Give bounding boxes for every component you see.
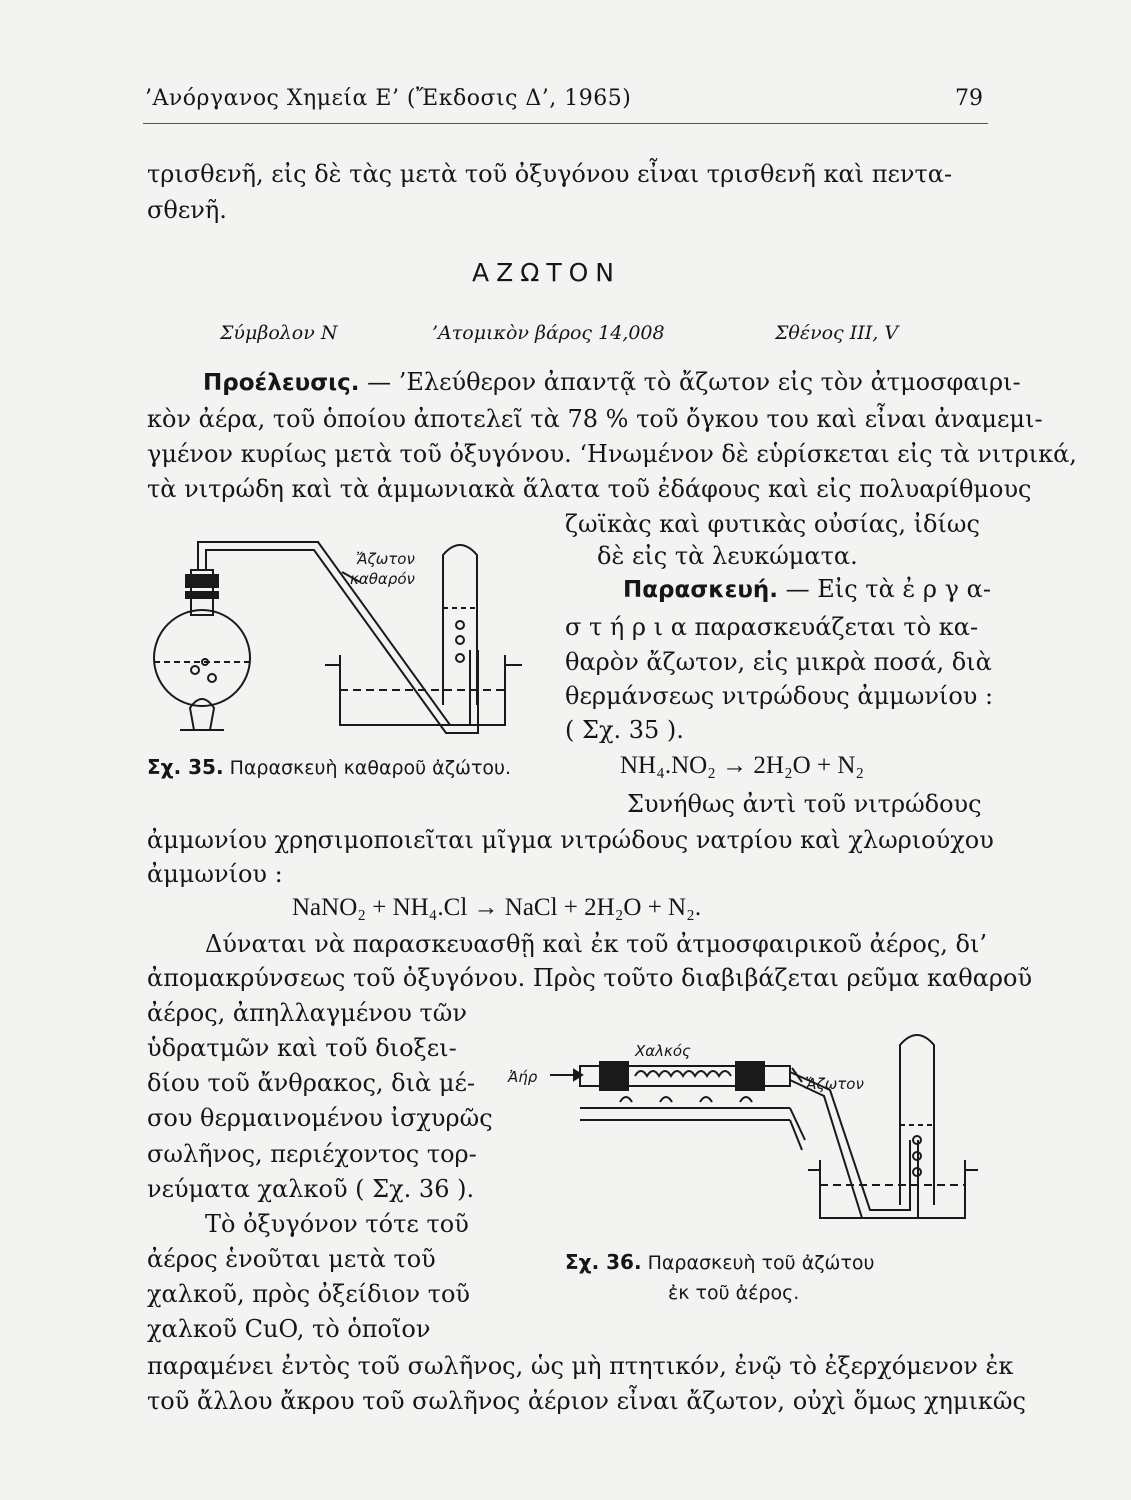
proeleusis-heading: Προέλευσις. (203, 370, 360, 396)
section-title: ΑΖΩΤΟΝ (472, 258, 621, 287)
fig36-caption-number: Σχ. 36. (565, 1250, 642, 1274)
proeleusis-line: γμένον κυρίως μετὰ τοῦ ὀξυγόνου. ‘Ηνωμένον δὲ εὑρίσκεται εἰς τὰ νιτρικά, (147, 440, 1077, 468)
proeleusis-line: τὰ νιτρώδη καὶ τὰ ἀμμωνιακὰ ἅλατα τοῦ ἐδάφους καὶ εἰς πολυαρίθμους (147, 475, 1032, 503)
fig35-caption-number: Σχ. 35. (147, 755, 224, 779)
fig36-label-nitrogen: Ἄζωτον (805, 1075, 864, 1093)
fig35-label-gas-2: καθαρόν (350, 570, 415, 588)
proeleusis-line: δὲ εἰς τὰ λευκώματα. (597, 542, 858, 570)
final-line: τοῦ ἄλλου ἄκρου τοῦ σωλῆνος ἀέριον εἶναι ἄζωτον, οὐχὶ ὅμως χημικῶς (147, 1387, 1026, 1415)
symbol-label: Σύμβολον N (220, 322, 338, 344)
para3-line: χαλκοῦ CuO, τὸ ὁποῖον (147, 1315, 431, 1343)
paraskeui-line: — Εἰς τὰ ἐ ρ γ α- (785, 575, 991, 603)
paraskeui-line: ( Σχ. 35 ). (565, 716, 684, 744)
atomic-weight-label: ’Ατομικὸν βάρος 14,008 (432, 322, 665, 344)
fig36-label-air: Ἀήρ (508, 1068, 538, 1086)
fig35-label-gas-1: Ἄζωτον (356, 550, 415, 568)
paraskeui-line: θαρὸν ἄζωτον, εἰς μικρὰ ποσά, διὰ (565, 648, 992, 676)
figure-36-apparatus (540, 1020, 980, 1230)
para3-line: Τὸ ὀξυγόνον τότε τοῦ (205, 1210, 469, 1238)
equation-2: NaNO₂ + NH₄.Cl → NaCl + 2H₂O + N₂. (292, 894, 702, 921)
fig36-caption-text-2: ἐκ τοῦ ἀέρος. (668, 1282, 800, 1304)
fig36-caption-text: Παρασκευὴ τοῦ ἀζώτου (647, 1252, 875, 1274)
para3-line: χαλκοῦ, πρὸς ὀξείδιον τοῦ (147, 1280, 471, 1308)
para3-line: ἀπομακρύνσεως τοῦ ὀξυγόνου. Πρὸς τοῦτο διαβιβάζεται ρεῦμα καθαροῦ (147, 964, 1033, 992)
para3-line: δίου τοῦ ἄνθρακος, διὰ μέ- (147, 1069, 476, 1097)
equation-1: NH₄.NO₂ → 2H₂O + N₂ (620, 752, 865, 779)
final-line: παραμένει ἐντὸς τοῦ σωλῆνος, ὡς μὴ πτητικόν, ἐνῷ τὸ ἐξερχόμενον ἐκ (147, 1352, 1014, 1380)
para3-line: σωλῆνος, περιέχοντος τορ- (147, 1140, 477, 1168)
fig35-caption-text: Παρασκευὴ καθαροῦ ἀζώτου. (229, 757, 512, 779)
paraskeui-heading: Παρασκευή. (623, 577, 779, 603)
para3-line: ἀέρος, ἀπηλλαγμένου τῶν (147, 999, 467, 1027)
figure-35-apparatus (150, 530, 530, 750)
fig36-label-copper: Χαλκός (635, 1042, 691, 1060)
intro-line-2: σθενῆ. (147, 196, 227, 224)
para2-line: ἀμμωνίου χρησιμοποιεῖται μῖγμα νιτρώδους νατρίου καὶ χλωριούχου (147, 826, 994, 854)
para3-line: ὑδρατμῶν καὶ τοῦ διοξει- (147, 1034, 457, 1062)
paraskeui-line: σ τ ή ρ ι α παρασκευάζεται τὸ κα- (565, 613, 979, 641)
para3-line: νεύματα χαλκοῦ ( Σχ. 36 ). (147, 1175, 475, 1203)
para2-line: Συνήθως ἀντὶ τοῦ νιτρώδους (627, 790, 982, 818)
intro-line-1: τρισθενῆ, εἰς δὲ τὰς μετὰ τοῦ ὀξυγόνου εἶναι τρισθενῆ καὶ πεντα- (147, 160, 953, 188)
para3-line: σου θερμαινομένου ἰσχυρῶς (147, 1104, 493, 1132)
valence-label: Σθένος III, V (775, 322, 899, 344)
proeleusis-line: ζωϊκὰς καὶ φυτικὰς οὐσίας, ἰδίως (565, 510, 980, 538)
header-rule (143, 123, 988, 124)
para2-line: ἀμμωνίου : (147, 860, 283, 888)
para3-line: Δύναται νὰ παρασκευασθῇ καὶ ἐκ τοῦ ἀτμοσφαιρικοῦ ἀέρος, δι’ (205, 930, 988, 958)
proeleusis-line: — ’Ελεύθερον ἀπαντᾷ τὸ ἄζωτον εἰς τὸν ἀτμοσφαιρι- (367, 368, 1021, 396)
para3-line: ἀέρος ἑνοῦται μετὰ τοῦ (147, 1245, 436, 1273)
proeleusis-line: κὸν ἀέρα, τοῦ ὁποίου ἀποτελεῖ τὰ 78 % τοῦ ὄγκου του καὶ εἶναι ἀναμεμι- (147, 405, 1043, 433)
page-number: 79 (955, 86, 983, 111)
running-header: ’Ανόργανος Χημεία Ε’ (Ἔκδοσις Δ’, 1965) (145, 86, 632, 111)
paraskeui-line: θερμάνσεως νιτρώδους ἀμμωνίου : (565, 682, 994, 710)
